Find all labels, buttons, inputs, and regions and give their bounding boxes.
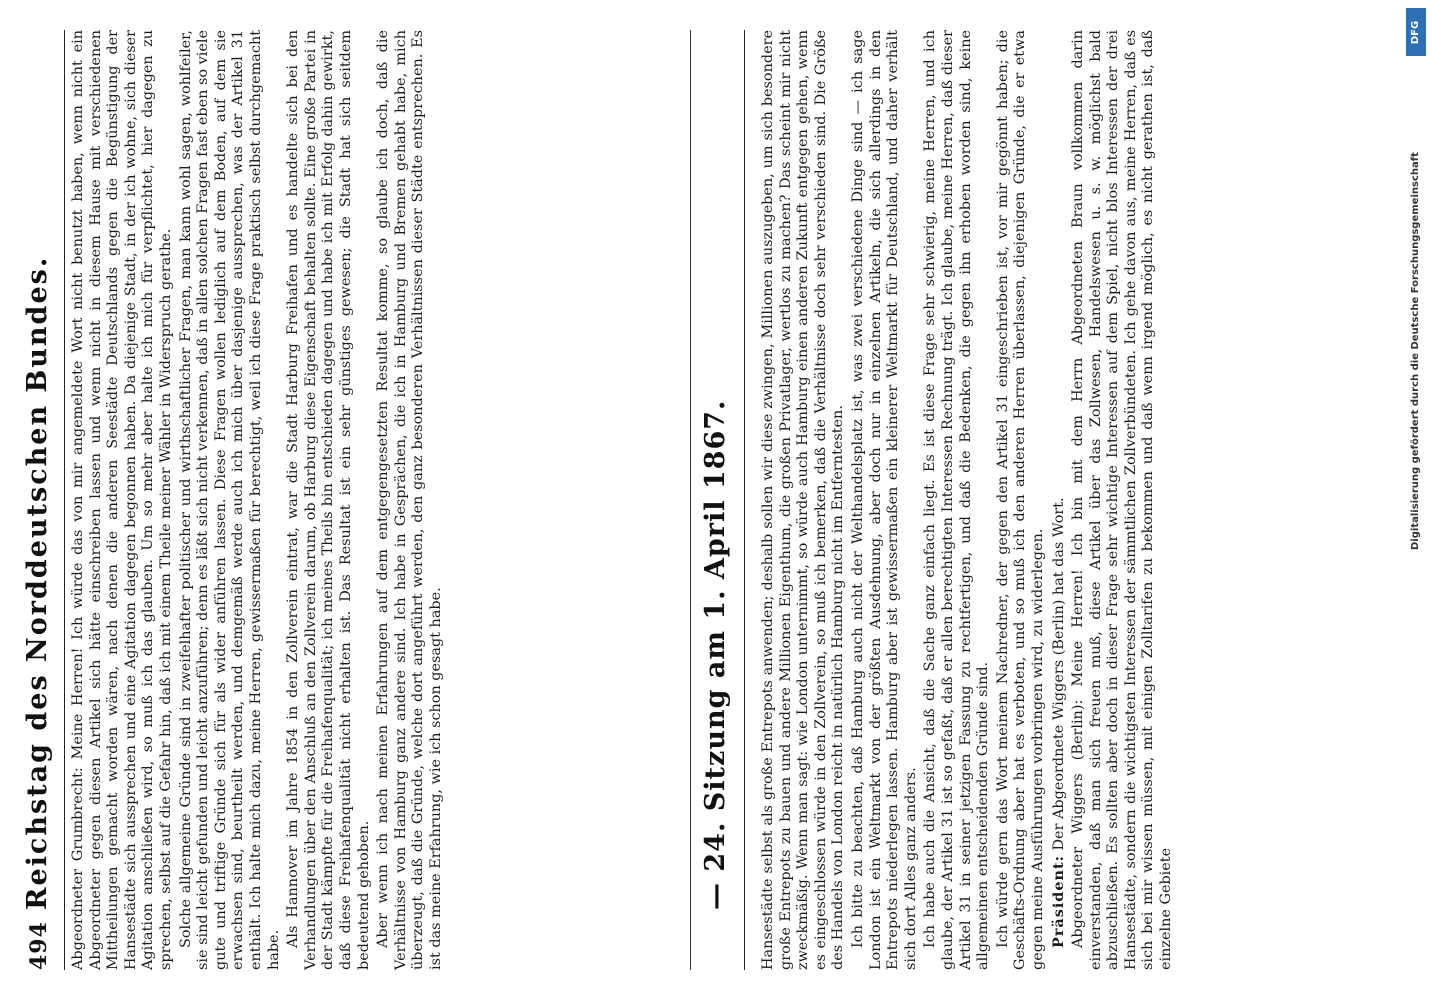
text-column-left <box>70 30 630 970</box>
president-text: Der Abgeordnete Wiggers (Berlin) hat das Wort. <box>1050 497 1067 851</box>
page-number: 494 <box>26 921 52 970</box>
page-header-left <box>22 30 62 970</box>
paragraph: Solche allgemeine Gründe sind in zweifelhafter politischer und wirthschaftlicher Fragen, man kann wohl sagen, wohlfeiler, sie sind leicht gefunden und leicht anzuführen; denn es läßt sich nicht verkennen, daß in allen solchen Fragen fast eben so viele gute und triftige Gründe sich für als wider anführen lassen. Diese Fragen wollen lediglich auf dem Boden, auf dem sie erwachsen sind, beurtheilt werden, und demgemäß werde auch ich mich über dasjenige aussprechen, was der Artikel 31 enthält. Ich halte mich dazu, meine Herren, gewissermaßen für berechtigt, weil ich diese Frage praktisch selbst durchgemacht habe. <box>177 30 282 970</box>
speaker-label: Präsident: <box>1049 855 1067 948</box>
paragraph: Aber wenn ich nach meinen Erfahrungen auf dem entgegengesetzten Resultat komme, so glaube ich doch, daß die Verhältnisse von Hamburg ganz andere sind. Ich habe in Gesprächen, die ich in Hamburg und Bremen gehabt habe, mich überzeugt, daß die Gründe, welche dort angeführt werden, den ganz besonderen Verhältnissen dieser Städte entsprechen. Es ist das meine Erfahrung, wie ich schon gesagt habe. <box>375 30 444 970</box>
header-rule-left <box>64 30 65 970</box>
paragraph: Ich bitte zu beachten, daß Hamburg auch nicht der Welthandelsplatz ist, was zwei verschiedene Dinge sind — ich sage London ist ein Weltmarkt von der größten Ausdehnung, aber doch nur in einzelnen Artikeln, die sich allerdings in den Entrepots niederlegen lassen. Hamburg aber ist gewissermaßen ein kleinerer Weltmarkt für Deutschland, und daher verhält sich dort Alles ganz anders. <box>849 30 919 970</box>
sidebar-credit <box>1404 0 1430 1000</box>
paragraph: Hansestädte selbst als große Entrepots anwenden; deshalb sollen wir diese zwingen, Millionen auszugeben, um sich besondere große Entrepots zu bauen und andere Millionen Eigenthum, die großen Privatlager, wertlos zu machen? Das scheint mir nicht zweckmäßig. Wenn man sagt: wie London unternimmt, so würde auch Hamburg einen anderen Zukunft entgegen gehen, wenn es eingeschlossen würde in den Zollverein, so muß ich bemerken, daß die Verhältnisse doch sehr verschieden sind. Die Größe des Handels von London reicht in natürlich Hamburg nicht im Entferntesten. <box>760 30 847 970</box>
funding-credit-text: Digitalisierung gefördert durch die Deutsche Forschungsgemeinschaft <box>1410 152 1421 550</box>
header-rule-right <box>744 30 745 970</box>
left-running-title: Reichstag des Norddeutschen Bundes. <box>22 255 53 910</box>
president-paragraph <box>1050 30 1069 970</box>
paragraph: Ich habe auch die Ansicht, daß die Sache ganz einfach liegt. Es ist diese Frage sehr schwierig, meine Herren, und ich glaube, der Artikel 31 ist so gefaßt, daß er allen berechtigten Interessen Rechnung trägt. Ich glaube, meine Herren, daß dieser Artikel 31 in seiner jetzigen Fassung zu rechtfertigen, und daß die Bedenken, die gegen ihn erhoben worden sind, keine allgemeinen entscheidenden Gründe sind. <box>922 30 992 970</box>
paragraph: Abgeordneter Grumbrecht: Meine Herren! Ich würde das von mir angemeldete Wort nicht benutzt haben, wenn nicht ein Abgeordneter gegen diesen Artikel sich hätte einschreiben lassen und wenn nicht in diesem Hause mit verschiedenen Mittheilungen gemacht worden wären, nach denen die anderen Seestädte Deutschlands gegen die Begünstigung der Hansestädte sich aussprechen und eine Agitation dagegen begonnen haben. Da diejenige Stadt, in der ich wohne, sich dieser Agitation anschließen wird, so muß ich das glauben. Um so mehr aber halte ich mich für verpflichtet, hier dagegen zu sprechen, selbst auf die Gefahr hin, daß ich mit einem Theile meiner Wähler in Widerspruch gerathe. <box>70 30 174 970</box>
dfg-logo: DFG <box>1406 8 1426 56</box>
paragraph: Ich würde gern das Wort meinem Nachredner, der gegen den Artikel 31 eingeschrieben ist, vor mir gegönnt haben; die Geschäfts-Ordnung aber hat es verboten, und so muß ich den anderen Herren überlassen, diejenigen Gründe, die er etwa gegen meine Ausführungen vorbringen wird, zu widerlegen. <box>994 30 1046 970</box>
right-running-title: — 24. Sitzung am 1. April 1867. <box>700 399 731 910</box>
column-divider <box>690 30 691 970</box>
text-column-right <box>760 30 1360 970</box>
paragraph: Abgeordneter Wiggers (Berlin): Meine Herren! Ich bin mit dem Herrn Abgeordneten Braun vollkommen darin einverstanden, daß man sich freuen muß, diese Artikel über das Zollwesen, Handelswesen u. s. w. möglichst bald abzuschließen. Es sollten aber doch in dieser Frage sehr wichtige Interessen auf dem Spiel, nicht blos Interessen der drei Hansestädte, sondern die wichtigsten Interessen der sämmtlichen Zollverbündeten. Ich gehe davon aus, meine Herren, daß es sich bei mir wissen müssen, mit einigen Zolltarifen zu bekommen und daß wenn irgend möglich, es nicht gerathen ist, daß einzelne Gebiete <box>1070 30 1175 970</box>
paragraph: Als Hannover im Jahre 1854 in den Zollverein eintrat, war die Stadt Harburg Freihafen und es handelte sich bei den Verhandlungen über den Anschluß an den Zollverein darum, ob Harburg diese Eigenschaft behalten sollte. Eine große Partei in der Stadt kämpfte für die Freihafenqualität; ich meines Theils bin entschieden dagegen und habe ich mit Erfolg dahin gewirkt, daß diese Freihafenqualität nicht erhalten ist. Das Resultat ist ein sehr günstiges gewesen; die Stadt hat sich seitdem bedeutend gehoben. <box>285 30 372 970</box>
page-header-right <box>700 30 740 970</box>
